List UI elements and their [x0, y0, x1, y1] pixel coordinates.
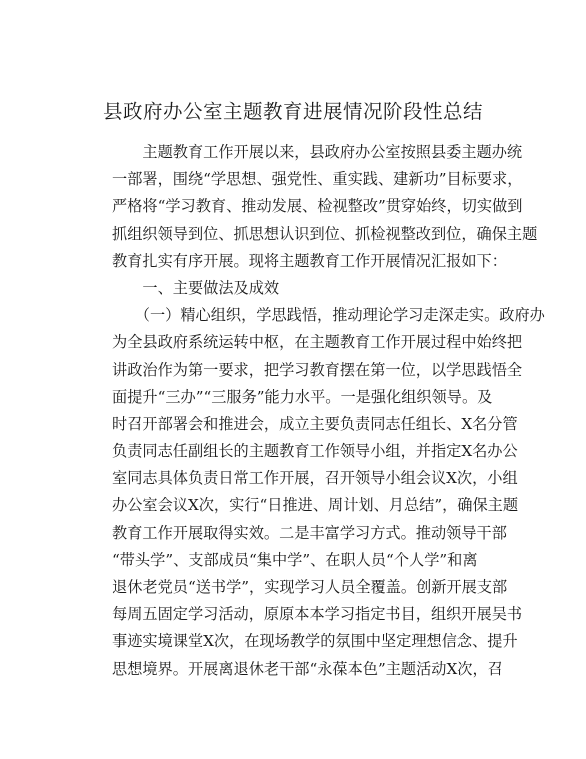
body-line: 每周五固定学习活动，原原本本学习指定书目，组织开展吴书	[112, 605, 523, 624]
body-line: 严格将“学习教育、推动发展、检视整改”贯穿始终，切实做到	[112, 197, 523, 216]
document-body	[112, 139, 545, 683]
body-line: 一部署，围绕“学思想、强党性、重实践、建新功”目标要求，	[112, 170, 523, 189]
body-line: 抓组织领导到位、抓思想认识到位、抓检视整改到位，确保主题	[112, 224, 538, 243]
body-line: 面提升“三办”“三服务”能力水平。一是强化组织领导。及	[112, 387, 493, 406]
body-line: （一）精心组织，学思践悟，推动理论学习走深走实。政府办	[112, 306, 545, 325]
section-heading: 一、主要做法及成效	[112, 278, 280, 297]
body-line: “带头学”、支部成员“集中学”、在职人员“个人学”和离	[112, 550, 478, 569]
document-title: 县政府办公室主题教育进展情况阶段性总结	[102, 100, 483, 123]
body-line: 负责同志任副组长的主题教育工作领导小组，并指定X名办公	[112, 442, 518, 461]
body-line: 退休老党员“送书学”，实现学习人员全覆盖。创新开展支部	[112, 578, 508, 596]
body-line: 事迹实境课堂X次，在现场教学的氛围中坚定理想信念、提升	[112, 632, 518, 651]
body-line: 主题教育工作开展以来，县政府办公室按照县委主题办统	[112, 143, 523, 161]
body-line: 为全县政府系统运转中枢，在主题教育工作开展过程中始终把	[112, 333, 523, 352]
body-line: 教育扎实有序开展。现将主题教育工作开展情况汇报如下：	[112, 251, 507, 270]
body-line: 思想境界。开展离退休老干部“永葆本色”主题活动X次，召	[112, 659, 503, 678]
body-line: 讲政治作为第一要求，把学习教育摆在第一位，以学思践悟全	[112, 360, 523, 379]
body-line: 教育工作开展取得实效。二是丰富学习方式。推动领导干部	[112, 523, 507, 542]
body-line: 办公室会议X次，实行“日推进、周计划、月总结”，确保主题	[112, 496, 519, 515]
body-line: 时召开部署会和推进会，成立主要负责同志任组长、X名分管	[112, 414, 518, 433]
body-line: 室同志具体负责日常工作开展，召开领导小组会议X次，小组	[112, 469, 518, 488]
